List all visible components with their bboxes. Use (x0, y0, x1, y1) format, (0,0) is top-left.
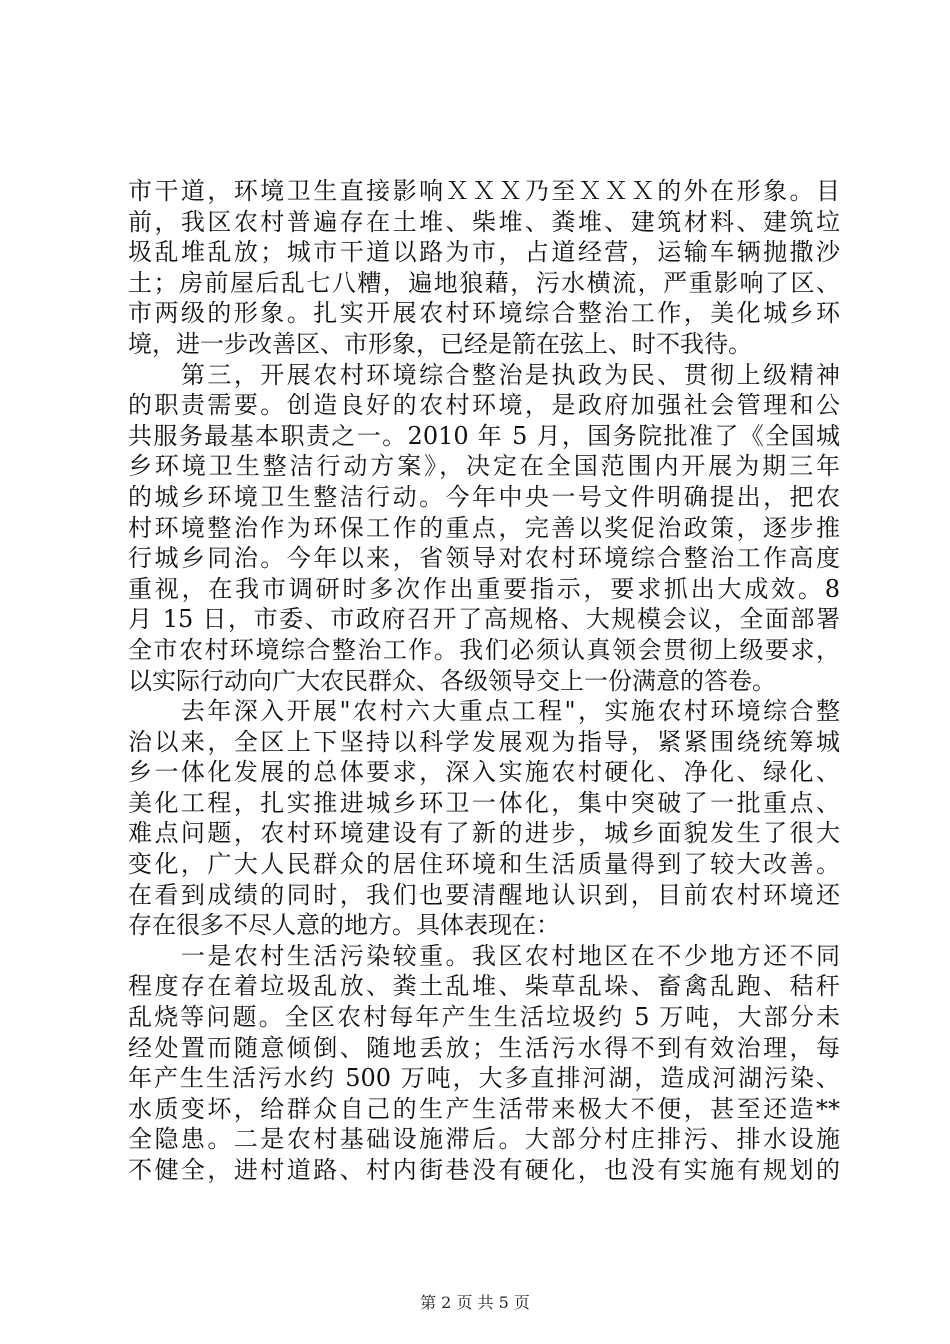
text-line: 市两级的形象。扎实开展农村环境综合整治工作，美化城乡环 (128, 299, 840, 328)
text-line: 圾乱堆乱放；城市干道以路为市，占道经营，运输车辆抛撒沙 (128, 238, 840, 267)
text-line: 乡环境卫生整洁行动方案》，决定在全国范围内开展为期三年 (128, 452, 840, 481)
text-line: 的城乡环境卫生整洁行动。今年中央一号文件明确提出，把农 (128, 482, 840, 511)
text-line: 治以来，全区上下坚持以科学发展观为指导，紧紧围绕统筹城 (128, 727, 840, 756)
text-line: 乱烧等问题。全区农村每年产生生活垃圾约 5 万吨，大部分未 (128, 1003, 840, 1032)
text-line: 经处置而随意倾倒、随地丢放；生活污水得不到有效治理，每 (128, 1033, 840, 1062)
text-line: 的职责需要。创造良好的农村环境，是政府加强社会管理和公 (128, 391, 840, 420)
text-line: 月 15 日，市委、市政府召开了高规格、大规模会议，全面部署 (128, 605, 840, 634)
text-line: 在看到成绩的同时，我们也要清醒地认识到，目前农村环境还 (128, 880, 840, 909)
text-line: 以实际行动向广大农民群众、各级领导交上一份满意的答卷。 (128, 666, 776, 695)
text-line: 前，我区农村普遍存在土堆、柴堆、粪堆、建筑材料、建筑垃 (128, 207, 840, 236)
text-line: 境，进一步改善区、市形象，已经是箭在弦上、时不我待。 (128, 329, 752, 358)
text-line: 不健全，进村道路、村内街巷没有硬化，也没有实施有规划的 (128, 1156, 840, 1184)
text-line: 去年深入开展"农村六大重点工程"，实施农村环境综合整 (128, 697, 840, 726)
text-line: 重视，在我市调研时多次作出重要指示，要求抓出大成效。8 (128, 574, 840, 603)
text-line: 土；房前屋后乱七八糟，遍地狼藉，污水横流，严重影响了区、 (128, 268, 840, 297)
text-line: 程度存在着垃圾乱放、粪土乱堆、柴草乱垛、畜禽乱跑、秸秆 (128, 972, 840, 1001)
text-line: 村环境整治作为环保工作的重点，完善以奖促治政策，逐步推 (128, 513, 840, 542)
text-line: 难点问题，农村环境建设有了新的进步，城乡面貌发生了很大 (128, 819, 840, 848)
text-line: 乡一体化发展的总体要求，深入实施农村硬化、净化、绿化、 (128, 758, 840, 787)
text-line: 全市农村环境综合整治工作。我们必须认真领会贯彻上级要求， (128, 635, 840, 664)
text-line: 行城乡同治。今年以来，省领导对农村环境综合整治工作高度 (128, 544, 840, 573)
text-line: 市干道，环境卫生直接影响ＸＸＸ乃至ＸＸＸ的外在形象。目 (128, 177, 840, 205)
page-number-label: 第 2 页 共 5 页 (420, 1293, 530, 1312)
text-line: 共服务最基本职责之一。2010 年 5 月，国务院批准了《全国城 (128, 421, 840, 450)
page-footer (0, 1290, 950, 1313)
text-line: 全隐患。二是农村基础设施滞后。大部分村庄排污、排水设施 (128, 1125, 840, 1154)
text-line: 第三，开展农村环境综合整治是执政为民、贯彻上级精神 (128, 360, 840, 389)
text-line: 水质变坏，给群众自己的生产生活带来极大不便，甚至还造** (128, 1094, 840, 1123)
text-line: 变化，广大人民群众的居住环境和生活质量得到了较大改善。 (128, 850, 840, 879)
text-line: 存在很多不尽人意的地方。具体表现在： (128, 911, 560, 940)
text-line: 年产生生活污水约 500 万吨，大多直排河湖，造成河湖污染、 (128, 1064, 840, 1093)
document-body (128, 176, 840, 1186)
text-line: 一是农村生活污染较重。我区农村地区在不少地方还不同 (128, 941, 840, 970)
text-line: 美化工程，扎实推进城乡环卫一体化，集中突破了一批重点、 (128, 788, 840, 817)
